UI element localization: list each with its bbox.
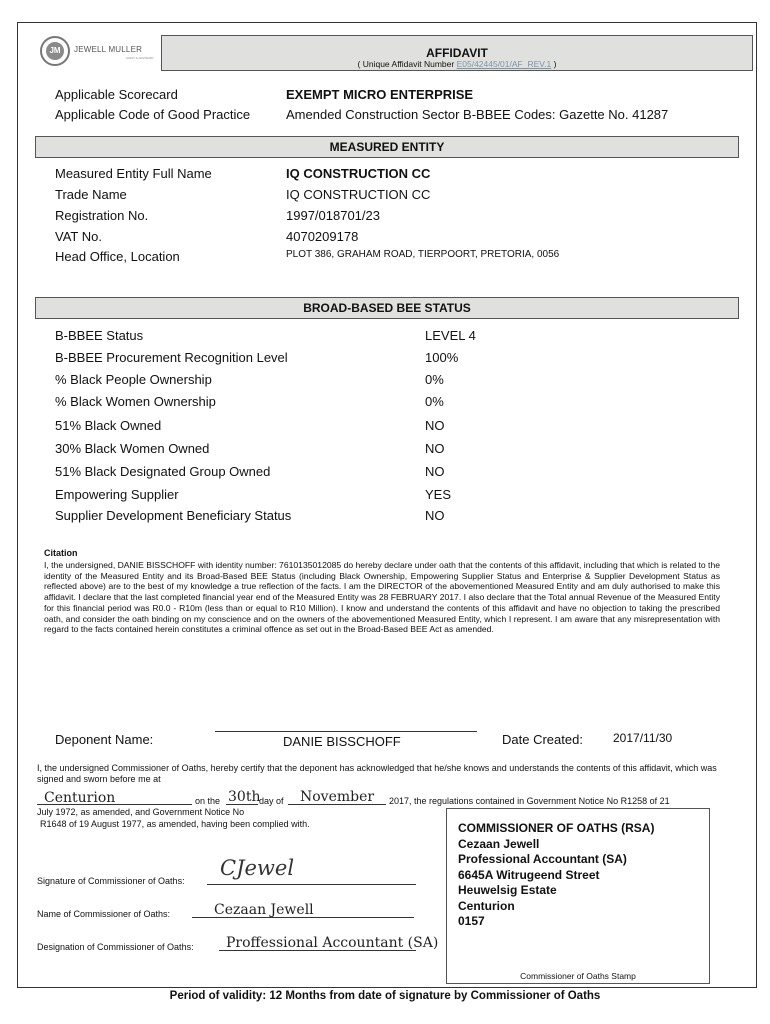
supplier-development-label: Supplier Development Beneficiary Status (55, 508, 292, 523)
signature-label: Signature of Commissioner of Oaths: (37, 876, 185, 886)
designation-label: Designation of Commissioner of Oaths: (37, 942, 194, 952)
applicable-scorecard-label: Applicable Scorecard (55, 87, 178, 102)
procurement-level-label: B-BBEE Procurement Recognition Level (55, 350, 288, 365)
designated-group-owned-label: 51% Black Designated Group Owned (55, 464, 271, 479)
empowering-supplier-value: YES (425, 487, 452, 502)
bee-status-value: LEVEL 4 (425, 328, 476, 343)
affidavit-title: AFFIDAVIT (426, 46, 488, 60)
stamp-line-title: COMMISSIONER OF OATHS (RSA) (458, 821, 655, 835)
stamp-line-street: 6645A Witrugeend Street (458, 867, 600, 882)
code-of-good-practice-label: Applicable Code of Good Practice (55, 107, 251, 122)
entity-full-name-label: Measured Entity Full Name (55, 166, 212, 181)
stamp-text (458, 821, 654, 930)
citation-title: Citation (44, 548, 78, 558)
commissioner-certify-text: I, the undersigned Commissioner of Oaths, hereby certify that the deponent has acknowledged that he/she knows and understands the contents of this affidavit, which was signed and sworn before me at (37, 763, 717, 784)
commissioner-name-label: Name of Commissioner of Oaths: (37, 909, 171, 919)
subtitle-prefix: ( Unique Affidavit Number (357, 59, 457, 69)
sworn-month: November (300, 789, 375, 805)
head-office-label: Head Office, Location (55, 249, 180, 264)
commissioner-name-value: Cezaan Jewell (214, 902, 314, 918)
black-owned-label: 51% Black Owned (55, 418, 162, 433)
procurement-level-value: 100% (425, 350, 459, 365)
black-women-owned-label: 30% Black Women Owned (55, 441, 210, 456)
trade-name-label: Trade Name (55, 187, 127, 202)
black-ownership-value: 0% (425, 372, 444, 387)
day-of-text: day of (259, 796, 284, 806)
bee-status-heading: BROAD-BASED BEE STATUS (35, 297, 739, 319)
sworn-place: Centurion (44, 790, 116, 806)
regulations-line-3: R1648 of 19 August 1977, as amended, having been complied with. (40, 819, 310, 829)
stamp-caption: Commissioner of Oaths Stamp (520, 971, 636, 981)
black-women-owned-value: NO (425, 441, 445, 456)
supplier-development-value: NO (425, 508, 445, 523)
black-owned-value: NO (425, 418, 445, 433)
black-women-ownership-label: % Black Women Ownership (55, 394, 216, 409)
logo-circle-icon (40, 36, 70, 66)
vat-no-value: 4070209178 (286, 229, 359, 244)
registration-no-value: 1997/018701/23 (286, 208, 380, 223)
date-created-label: Date Created: (502, 732, 583, 747)
logo-tagline: AUDIT & ADVISORY (126, 56, 154, 60)
regulations-line-2: July 1972, as amended, and Government Notice No (37, 807, 245, 817)
date-created-value: 2017/11/30 (613, 731, 673, 745)
commissioner-signature: CJewel (220, 856, 295, 880)
logo-name: JEWELL MULLER (74, 45, 143, 54)
registration-no-label: Registration No. (55, 208, 149, 223)
deponent-name-value: DANIE BISSCHOFF (283, 734, 401, 749)
deponent-name-underline (215, 731, 477, 732)
deponent-name-label: Deponent Name: (55, 732, 154, 747)
entity-full-name-value: IQ CONSTRUCTION CC (286, 166, 431, 181)
commissioner-stamp (446, 808, 710, 984)
subtitle-suffix: ) (551, 59, 557, 69)
year-regulations-text: 2017, the regulations contained in Government Notice No R1258 of 21 (389, 796, 670, 806)
head-office-value: PLOT 386, GRAHAM ROAD, TIERPOORT, PRETORIA, 0056 (286, 249, 560, 260)
logo-monogram: JM (46, 42, 64, 60)
designation-value: Proffessional Accountant (SA) (226, 935, 439, 951)
on-the-text: on the (195, 796, 221, 806)
stamp-line-name: Cezaan Jewell (458, 836, 540, 851)
company-logo (40, 36, 154, 68)
vat-no-label: VAT No. (55, 229, 102, 244)
trade-name-value: IQ CONSTRUCTION CC (286, 187, 431, 202)
black-women-ownership-value: 0% (425, 394, 444, 409)
validity-footer: Period of validity: 12 Months from date of signature by Commissioner of Oaths (169, 990, 601, 1002)
citation-text: I, the undersigned, DANIE BISSCHOFF with identity number: 7610135012085 do hereby declare under oath that the contents of this affidavit, including that which is related to the identity of the Measured Entity and its Broad-Based BEE Status (including Black Ownership, Empowering Supplier Status and Enterprise & Supplier Development Status as reflected above) are to the best of my knowledge a true reflection of the facts. I am the DIRECTOR of the abovementioned Measured Entity and am duly authorised to make this affidavit. I declare that the last completed financial year end of the Measured Entity was 28 FEBRUARY 2017. I also declare that the Total annual Revenue of the Measured Entity for this financial period was R0.0 - R10m (less than or equal to R10 Million). I know and understand the contents of this affidavit and have no objection to taking the prescribed oath, and consider the oath binding on my conscience and on the owners of the abovementioned Measured Entity, which I represent. I am aware that any misrepresentation with regard to the facts contained herein constitutes a criminal offence as set out in the Broad-Based BEE Act as amended. (44, 560, 720, 635)
stamp-line-postal-code: 0157 (458, 914, 485, 928)
code-of-good-practice-value: Amended Construction Sector B-BBEE Codes: Gazette No. 41287 (286, 107, 669, 122)
sworn-day: 30th (228, 789, 261, 805)
designated-group-owned-value: NO (425, 464, 445, 479)
bee-status-label: B-BBEE Status (55, 328, 144, 343)
signature-underline (207, 884, 416, 885)
stamp-line-designation: Professional Accountant (SA) (458, 852, 627, 866)
black-ownership-label: % Black People Ownership (55, 372, 212, 387)
stamp-line-estate: Heuwelsig Estate (458, 883, 557, 897)
stamp-line-city: Centurion (458, 898, 515, 913)
affidavit-subtitle (162, 59, 752, 69)
applicable-scorecard-value: EXEMPT MICRO ENTERPRISE (286, 87, 474, 102)
affidavit-number-link[interactable]: E05/42445/01/AF_REV.1 (456, 59, 552, 69)
empowering-supplier-label: Empowering Supplier (55, 487, 179, 502)
measured-entity-heading: MEASURED ENTITY (35, 136, 739, 158)
affidavit-title-box (161, 35, 753, 71)
